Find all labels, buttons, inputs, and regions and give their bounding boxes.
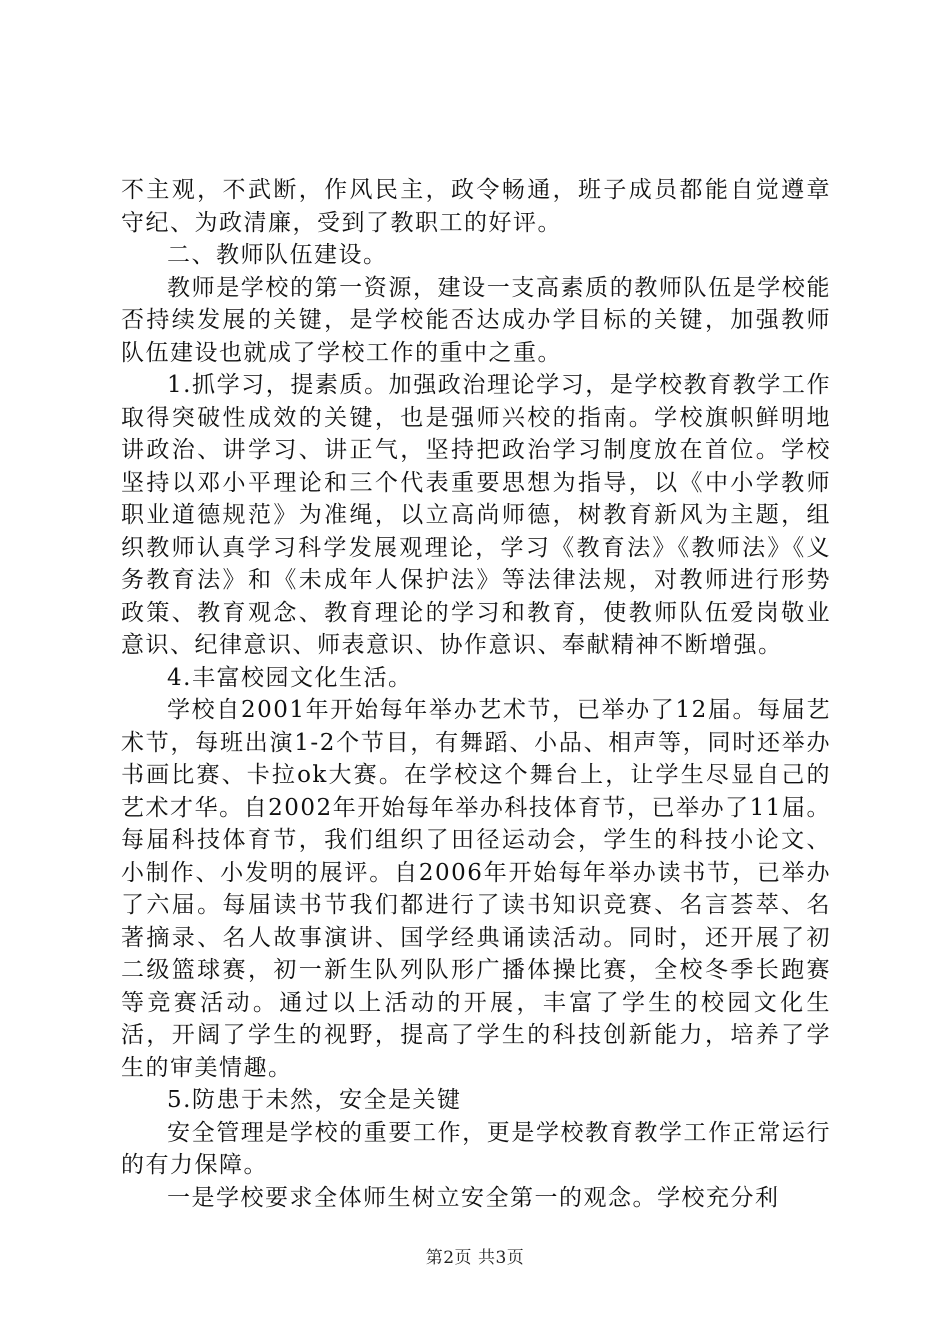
paragraph-continued: 不主观，不武断，作风民主，政令畅通，班子成员都能自觉遵章守纪、为政清廉，受到了教职工的好评。	[121, 177, 831, 236]
page-footer: 第2页 共3页	[425, 1248, 525, 1268]
subheading-campus-culture: 4.丰富校园文化生活。	[167, 664, 413, 691]
paragraph: 教师是学校的第一资源，建设一支高素质的教师队伍是学校能否持续发展的关键，是学校能否达成办学目标的关键，加强教师队伍建设也就成了学校工作的重中之重。	[121, 274, 831, 366]
paragraph: 学校自2001年开始每年举办艺术节，已举办了12届。每届艺术节，每班出演1-2个节目，有舞蹈、小品、相声等，同时还举办书画比赛、卡拉ok大赛。在学校这个舞台上，让学生尽显自己的艺术才华。自2002年开始每年举办科技体育节，已举办了11届。每届科技体育节，我们组织了田径运动会，学生的科技小论文、小制作、小发明的展评。自2006年开始每年举办读书节，已举办了六届。每届读书节我们都进行了读书知识竞赛、名言荟萃、名著摘录、名人故事演讲、国学经典诵读活动。同时，还开展了初二级篮球赛，初一新生队列队形广播体操比赛，全校冬季长跑赛等竞赛活动。通过以上活动的开展，丰富了学生的校园文化生活，开阔了学生的视野，提高了学生的科技创新能力，培养了学生的审美情趣。	[121, 697, 831, 1081]
paragraph: 1.抓学习，提素质。加强政治理论学习，是学校教育教学工作取得突破性成效的关键，也是强师兴校的指南。学校旗帜鲜明地讲政治、讲学习、讲正气，坚持把政治学习制度放在首位。学校坚持以邓小平理论和三个代表重要思想为指导，以《中小学教师职业道德规范》为准绳，以立高尚师德，树教育新风为主题，组织教师认真学习科学发展观理论，学习《教育法》《教师法》《义务教育法》和《未成年人保护法》等法律法规，对教师进行形势政策、教育观念、教育理论的学习和教育，使教师队伍爱岗敬业意识、纪律意识、师表意识、协作意识、奉献精神不断增强。	[121, 372, 831, 658]
section-heading-teacher-team: 二、教师队伍建设。	[167, 242, 388, 268]
document-body	[121, 174, 831, 1214]
paragraph: 安全管理是学校的重要工作，更是学校教育教学工作正常运行的有力保障。	[121, 1119, 831, 1178]
paragraph: 一是学校要求全体师生树立安全第一的观念。学校充分利	[167, 1184, 780, 1211]
subheading-safety: 5.防患于未然，安全是关键	[167, 1087, 462, 1113]
